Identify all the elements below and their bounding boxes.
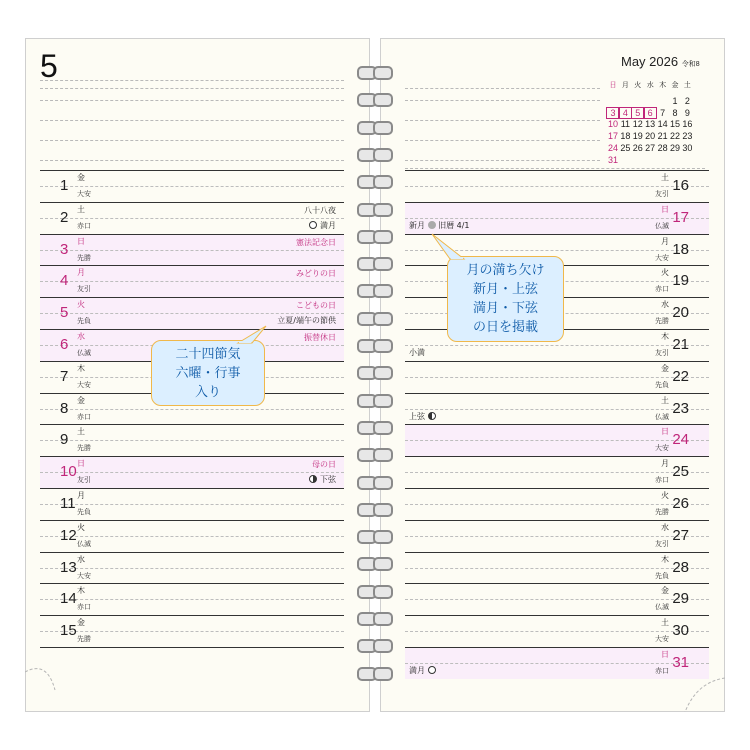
- day-number: 25: [672, 463, 689, 481]
- day-row[interactable]: [40, 552, 344, 584]
- rokuyo: 友引: [655, 190, 669, 198]
- day-of-week: 金: [661, 586, 669, 596]
- day-row[interactable]: [40, 202, 344, 234]
- mini-calendar-weekday: 土: [683, 82, 691, 89]
- day-row[interactable]: [40, 615, 344, 647]
- day-number: 3: [60, 240, 69, 258]
- day-number: 24: [672, 431, 689, 449]
- day-row[interactable]: [405, 424, 709, 456]
- mini-calendar-weekday: 水: [646, 82, 654, 89]
- ring: [355, 639, 395, 651]
- day-row[interactable]: [40, 265, 344, 297]
- mini-calendar-day: 16: [682, 119, 693, 130]
- memo-line: [40, 80, 344, 81]
- day-number: 27: [672, 526, 689, 544]
- day-of-week: 金: [77, 173, 85, 182]
- rokuyo: 仏滅: [77, 539, 91, 548]
- rokuyo: 大安: [655, 253, 669, 262]
- ring: [355, 284, 395, 296]
- mini-calendar-day: 7: [660, 107, 666, 118]
- row-bottom-border: [40, 647, 344, 648]
- day-of-week: 月: [77, 491, 85, 500]
- mini-calendar-day: 11: [620, 119, 631, 130]
- day-of-week: 日: [77, 236, 85, 246]
- day-number: 31: [672, 654, 689, 671]
- ring: [355, 203, 395, 215]
- moon-note-text: 上弦: [409, 411, 425, 421]
- callout-left: [151, 340, 265, 406]
- day-of-week: 日: [661, 427, 669, 437]
- mini-calendar-day: 10: [607, 119, 618, 130]
- ring: [355, 530, 395, 542]
- mini-calendar-day: 17: [607, 131, 618, 142]
- moon-note: [409, 220, 470, 231]
- rokuyo: 先負: [655, 571, 669, 580]
- day-number: 17: [672, 208, 689, 226]
- day-of-week: 木: [77, 586, 85, 596]
- mini-calendar-day: 23: [682, 131, 693, 142]
- callout-right-line2: 新月・上弦: [472, 282, 538, 297]
- day-of-week: 土: [661, 618, 669, 628]
- rokuyo: 友引: [655, 539, 669, 548]
- memo-line: [405, 168, 705, 169]
- rokuyo: 赤口: [655, 285, 669, 294]
- day-of-week: 日: [661, 204, 669, 214]
- day-of-week: 土: [77, 204, 85, 214]
- memo-line: [40, 160, 344, 161]
- ring: [355, 394, 395, 406]
- event-label: みどりの日: [296, 269, 336, 279]
- moon-note: [409, 347, 425, 358]
- day-number: 29: [672, 590, 689, 608]
- ring: [355, 366, 395, 378]
- day-number: 8: [60, 399, 69, 417]
- mini-calendar-day: 2: [684, 96, 690, 106]
- mini-calendar-day: 6: [644, 108, 656, 118]
- day-row[interactable]: [40, 297, 344, 329]
- callout-right: [447, 256, 564, 342]
- rokuyo: 赤口: [655, 476, 669, 485]
- day-number: 19: [672, 272, 689, 290]
- day-row[interactable]: [40, 234, 344, 266]
- day-number: 20: [672, 304, 689, 322]
- memo-line: [40, 100, 344, 101]
- mini-calendar-day: 4: [619, 108, 631, 118]
- day-number: 11: [60, 495, 76, 512]
- rokuyo: 赤口: [77, 603, 91, 612]
- day-of-week: 水: [77, 554, 85, 564]
- day-of-week: 木: [661, 554, 669, 564]
- mini-calendar-day: 18: [620, 131, 631, 142]
- day-row[interactable]: [405, 393, 709, 425]
- moon-phase-icon: [428, 412, 436, 420]
- memo-line: [40, 140, 344, 141]
- mini-calendar-weekday: 月: [621, 82, 629, 89]
- day-number: 30: [672, 622, 689, 640]
- mini-calendar-month-year: May 2026: [621, 54, 679, 69]
- callout-left-tail: [230, 324, 270, 344]
- event-label: 八十八夜: [304, 205, 336, 215]
- day-number: 1: [60, 177, 69, 194]
- day-of-week: 火: [661, 268, 669, 278]
- day-row[interactable]: [405, 488, 709, 520]
- callout-right-line1: 月の満ち欠け: [466, 263, 545, 278]
- day-of-week: 土: [77, 427, 85, 437]
- day-of-week: 火: [77, 522, 85, 532]
- ring: [355, 557, 395, 569]
- ring: [355, 121, 395, 133]
- rokuyo: 仏滅: [655, 603, 669, 612]
- ring: [355, 312, 395, 324]
- moon-note-text: 小満: [409, 348, 425, 357]
- ring: [355, 503, 395, 515]
- day-row[interactable]: [40, 520, 344, 552]
- mini-calendar-day: 19: [632, 131, 643, 142]
- day-number: 23: [672, 399, 689, 417]
- memo-line: [405, 120, 600, 121]
- day-row[interactable]: [40, 424, 344, 456]
- day-of-week: 水: [77, 332, 85, 341]
- rokuyo: 大安: [655, 635, 669, 644]
- day-of-week: 金: [77, 618, 85, 628]
- day-number: 6: [60, 336, 69, 353]
- event-label: 振替休日: [304, 333, 336, 342]
- event-sub-label: [309, 474, 336, 485]
- month-number: 5: [40, 48, 58, 84]
- mini-calendar-day: 8: [672, 107, 678, 118]
- rokuyo: 先負: [77, 508, 91, 516]
- day-of-week: 火: [661, 491, 669, 500]
- mini-calendar-weekday: 日: [609, 82, 617, 89]
- day-of-week: 日: [77, 459, 85, 469]
- day-number: 26: [672, 495, 689, 512]
- day-number: 18: [672, 240, 689, 258]
- event-label: 母の日: [312, 460, 336, 470]
- event-sub-label: [309, 220, 336, 231]
- rokuyo: 先負: [77, 317, 91, 326]
- moon-note: [409, 411, 436, 422]
- memo-line: [405, 140, 600, 141]
- callout-right-line3: 満月・下弦: [472, 301, 538, 316]
- day-of-week: 土: [661, 395, 669, 405]
- ring: [355, 257, 395, 269]
- day-row[interactable]: [40, 456, 344, 488]
- memo-line: [405, 160, 600, 161]
- day-row[interactable]: [405, 583, 709, 615]
- mini-calendar-day: 24: [607, 142, 618, 153]
- day-row[interactable]: [40, 488, 344, 520]
- rokuyo: 仏滅: [655, 412, 669, 421]
- day-number: 21: [672, 336, 689, 353]
- day-number: 9: [60, 431, 69, 449]
- day-row[interactable]: [405, 615, 709, 647]
- rokuyo: 先勝: [77, 635, 91, 644]
- day-row[interactable]: [405, 552, 709, 584]
- day-number: 16: [672, 177, 689, 194]
- moon-phase-icon: [428, 221, 436, 229]
- day-number: 28: [672, 558, 689, 576]
- memo-line: [405, 88, 600, 89]
- rokuyo: 先勝: [77, 253, 91, 262]
- mini-calendar-day: 13: [645, 119, 656, 130]
- day-of-week: 木: [661, 332, 669, 341]
- mini-calendar-day: 9: [684, 107, 690, 118]
- mini-calendar-weekday: 火: [634, 82, 642, 89]
- day-number: 5: [60, 304, 69, 322]
- rokuyo: 先勝: [655, 508, 669, 516]
- day-of-week: 月: [77, 268, 85, 278]
- mini-calendar-day: 29: [669, 142, 680, 153]
- mini-calendar-day: 20: [645, 131, 656, 142]
- rokuyo: 仏滅: [77, 349, 91, 357]
- ring: [355, 476, 395, 488]
- day-row[interactable]: [405, 170, 709, 202]
- day-row[interactable]: [405, 520, 709, 552]
- mini-calendar-weekday: 金: [671, 82, 679, 89]
- ring: [355, 175, 395, 187]
- day-number: 12: [60, 526, 77, 544]
- day-number: 7: [60, 367, 69, 385]
- day-number: 4: [60, 272, 69, 290]
- day-number: 22: [672, 367, 689, 385]
- mini-calendar-title: [621, 54, 700, 69]
- rokuyo: 先負: [655, 380, 669, 389]
- moon-phase-icon: [309, 221, 317, 229]
- mini-calendar-day: 1: [672, 96, 678, 106]
- page-corner-curves: [25, 660, 725, 712]
- ring: [355, 93, 395, 105]
- rokuyo: 先勝: [77, 444, 91, 453]
- day-number: 15: [60, 622, 77, 640]
- rokuyo: 赤口: [77, 412, 91, 421]
- mini-calendar-day: 3: [607, 108, 619, 118]
- mini-calendar-era: 令和8: [681, 61, 700, 68]
- ring: [355, 148, 395, 160]
- day-of-week: 月: [661, 236, 669, 246]
- moon-phase-icon: [309, 475, 317, 483]
- day-of-week: 金: [661, 363, 669, 373]
- day-row[interactable]: [405, 202, 709, 234]
- mini-calendar-day: 5: [632, 108, 644, 118]
- event-sub-text: 立夏/端午の節供: [277, 316, 336, 326]
- event-label: こどもの日: [296, 301, 336, 311]
- memo-line: [405, 100, 600, 101]
- memo-line: [40, 120, 344, 121]
- memo-line: [40, 88, 344, 89]
- callout-left-line3: 入り: [194, 385, 221, 400]
- day-of-week: 日: [661, 650, 669, 659]
- rokuyo: 大安: [77, 571, 91, 580]
- mini-calendar-day: 30: [682, 142, 693, 153]
- rokuyo: 赤口: [655, 667, 669, 675]
- event-label: 憲法記念日: [296, 237, 336, 247]
- day-row[interactable]: [405, 361, 709, 393]
- event-sub-text: 下弦: [320, 475, 336, 485]
- day-row[interactable]: [405, 456, 709, 488]
- rokuyo: 仏滅: [655, 221, 669, 230]
- day-of-week: 水: [661, 522, 669, 532]
- moon-note-text: 新月: [409, 220, 425, 230]
- mini-calendar-day: 14: [657, 119, 668, 130]
- day-number: 14: [60, 590, 77, 608]
- day-of-week: 金: [77, 395, 85, 405]
- mini-calendar-day: 12: [632, 119, 643, 130]
- moon-note-text: 満月: [409, 666, 425, 675]
- ring: [355, 66, 395, 78]
- lunar-date: 旧暦 4/1: [438, 220, 470, 230]
- ring: [355, 339, 395, 351]
- mini-calendar-day: 31: [607, 154, 618, 165]
- rokuyo: 大安: [655, 444, 669, 453]
- ring: [355, 448, 395, 460]
- mini-calendar-day: 22: [669, 131, 680, 142]
- rokuyo: 友引: [77, 476, 91, 485]
- rokuyo: 大安: [77, 190, 91, 198]
- rokuyo: 赤口: [77, 221, 91, 230]
- callout-right-line4: の日を掲載: [472, 320, 538, 335]
- event-sub-label: [277, 315, 336, 326]
- event-sub-text: 満月: [320, 220, 336, 230]
- day-number: 10: [60, 463, 77, 481]
- day-of-week: 木: [77, 363, 85, 373]
- mini-calendar-day: 27: [645, 142, 656, 153]
- ring: [355, 230, 395, 242]
- ring: [355, 612, 395, 624]
- rokuyo: 友引: [77, 285, 91, 294]
- callout-left-line2: 六曜・行事: [175, 366, 241, 381]
- mini-calendar-day: 25: [620, 142, 631, 153]
- mini-calendar-weekday: 木: [659, 82, 667, 89]
- day-of-week: 土: [661, 173, 669, 182]
- day-of-week: 火: [77, 300, 85, 310]
- rokuyo: 大安: [77, 380, 91, 389]
- day-number: 13: [60, 558, 77, 576]
- day-number: 2: [60, 208, 69, 226]
- mini-calendar-day: 28: [657, 142, 668, 153]
- callout-right-tail: [428, 232, 478, 262]
- day-row[interactable]: [40, 583, 344, 615]
- callout-left-line1: 二十四節気: [175, 347, 241, 362]
- rokuyo: 友引: [655, 349, 669, 357]
- day-row[interactable]: [40, 170, 344, 202]
- day-of-week: 月: [661, 459, 669, 469]
- mini-calendar-day: 15: [669, 119, 680, 130]
- rokuyo: 先勝: [655, 317, 669, 326]
- day-of-week: 水: [661, 300, 669, 310]
- ring: [355, 421, 395, 433]
- mini-calendar-day: 26: [632, 142, 643, 153]
- mini-calendar-day: 21: [657, 131, 668, 142]
- ring: [355, 585, 395, 597]
